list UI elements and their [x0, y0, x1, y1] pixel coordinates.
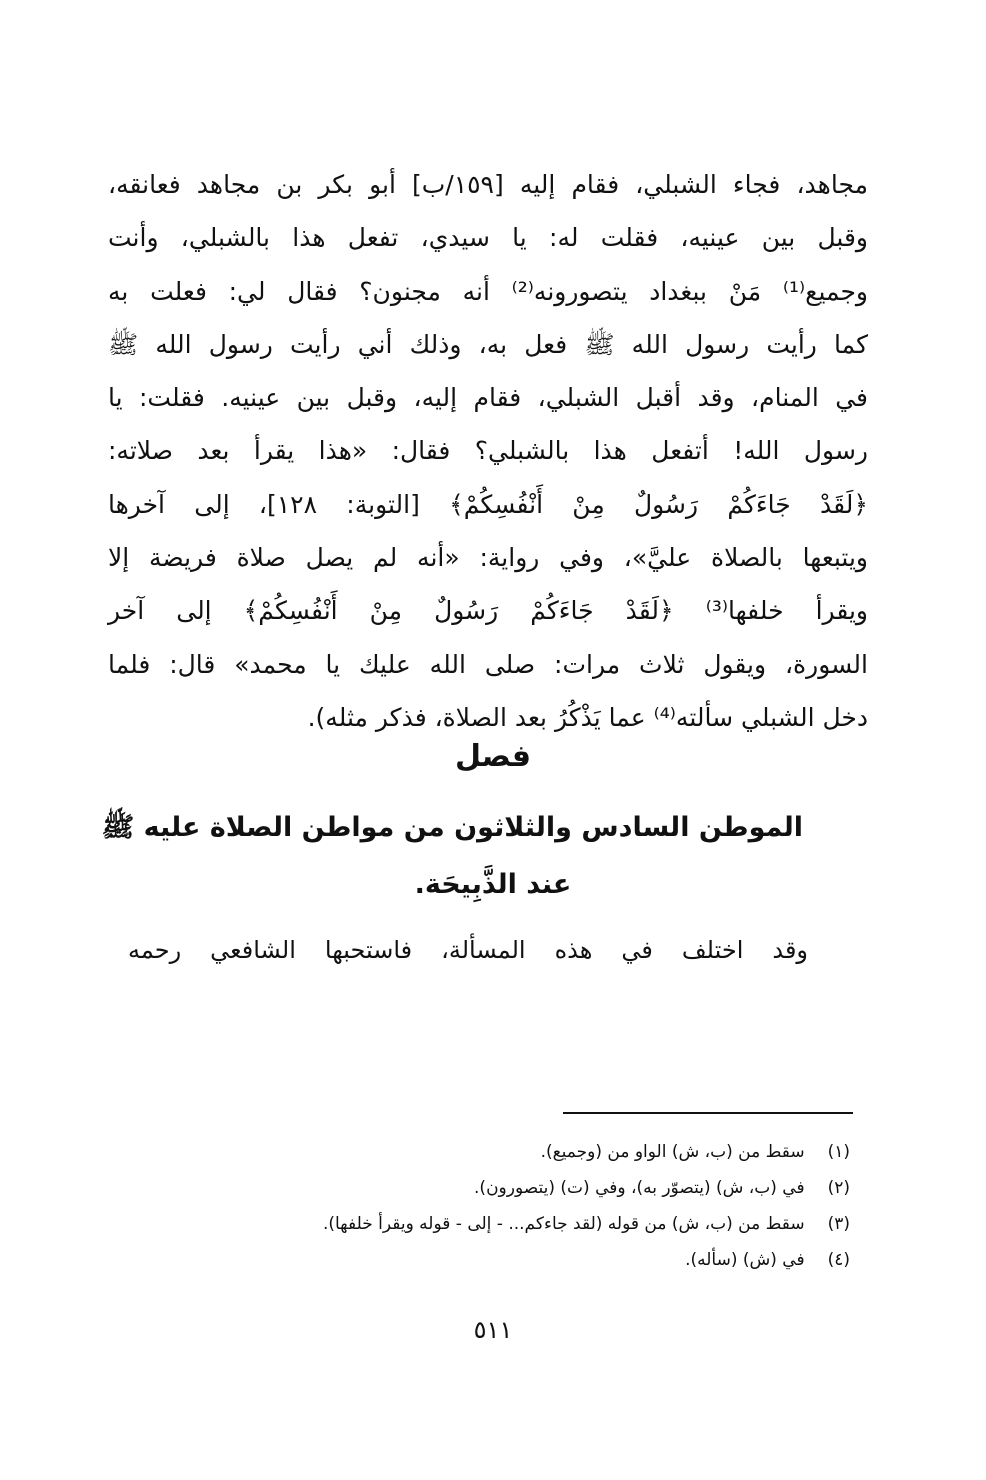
- text-line-6: رسول الله! أتفعل هذا بالشبلي؟ فقال: «هذا يقرأ بعد صلاته:: [108, 436, 868, 466]
- chapter-heading-continued: عند الذَّبِيحَة.: [414, 869, 572, 900]
- section-label: فصل: [455, 739, 531, 774]
- footnote-1: [210, 1134, 850, 1170]
- text-line-3: وجميع⁽¹⁾ مَنْ ببغداد يتصورونه⁽²⁾ أنه مجنون؟ فقال لي: فعلت به: [108, 276, 868, 306]
- footnote-text: سقط من (ب، ش) من قوله (لقد جاءكم... - إلى - قوله ويقرأ خلفها).: [322, 1214, 805, 1234]
- footnote-text: سقط من (ب، ش) الواو من (وجميع).: [540, 1142, 805, 1162]
- footnote-4: [210, 1242, 850, 1278]
- chapter-heading: الموطن السادس والثلاثون من مواطن الصلاة عليه ﷺ: [101, 812, 803, 843]
- text-line-5: في المنام، وقد أقبل الشبلي، فقام إليه، وقبل بين عينيه. فقلت: يا: [108, 383, 868, 413]
- text-line-11: دخل الشبلي سألته⁽⁴⁾ عما يَذْكُرُ بعد الصلاة، فذكر مثله).: [307, 702, 868, 732]
- footnote-number: (٤): [827, 1250, 850, 1270]
- text-line-2: وقبل بين عينيه، فقلت له: يا سيدي، تفعل هذا بالشبلي، وأنت: [108, 223, 868, 253]
- text-line-10: السورة، ويقول ثلاث مرات: صلى الله عليك يا محمد» قال: فلما: [108, 649, 868, 679]
- paragraph-start: وقد اختلف في هذه المسألة، فاستحبها الشافعي رحمه: [128, 936, 808, 964]
- text-line-9: ويقرأ خلفها⁽³⁾ ﴿لَقَدْ جَاءَكُمْ رَسُولٌ مِنْ أَنْفُسِكُمْ﴾ إلى آخر: [108, 596, 868, 626]
- text-line-1: مجاهد، فجاء الشبلي، فقام إليه [١٥٩/ب] أبو بكر بن مجاهد فعانقه،: [108, 170, 868, 199]
- page-number: ٥١١: [473, 1316, 513, 1344]
- footnote-3: [210, 1206, 850, 1242]
- footnote-divider: [563, 1112, 853, 1114]
- text-line-8: ويتبعها بالصلاة عليَّ»، وفي رواية: «أنه لم يصل صلاة فريضة إلا: [108, 543, 868, 573]
- footnote-2: [210, 1170, 850, 1206]
- footnote-number: (٣): [827, 1214, 850, 1234]
- footnote-number: (٢): [827, 1178, 850, 1198]
- text-line-7: ﴿لَقَدْ جَاءَكُمْ رَسُولٌ مِنْ أَنْفُسِكُمْ﴾ [التوبة: ١٢٨]، إلى آخرها: [108, 489, 868, 519]
- footnote-number: (١): [827, 1142, 850, 1162]
- main-text-block: [108, 158, 868, 744]
- footnote-text: في (ب، ش) (يتصوّر به)، وفي (ت) (يتصورون).: [474, 1178, 805, 1198]
- footnotes-block: [210, 1134, 850, 1278]
- text-line-4: كما رأيت رسول الله ﷺ فعل به، وذلك أني رأيت رسول الله ﷺ: [108, 329, 868, 359]
- footnote-text: في (ش) (سأله).: [685, 1250, 805, 1270]
